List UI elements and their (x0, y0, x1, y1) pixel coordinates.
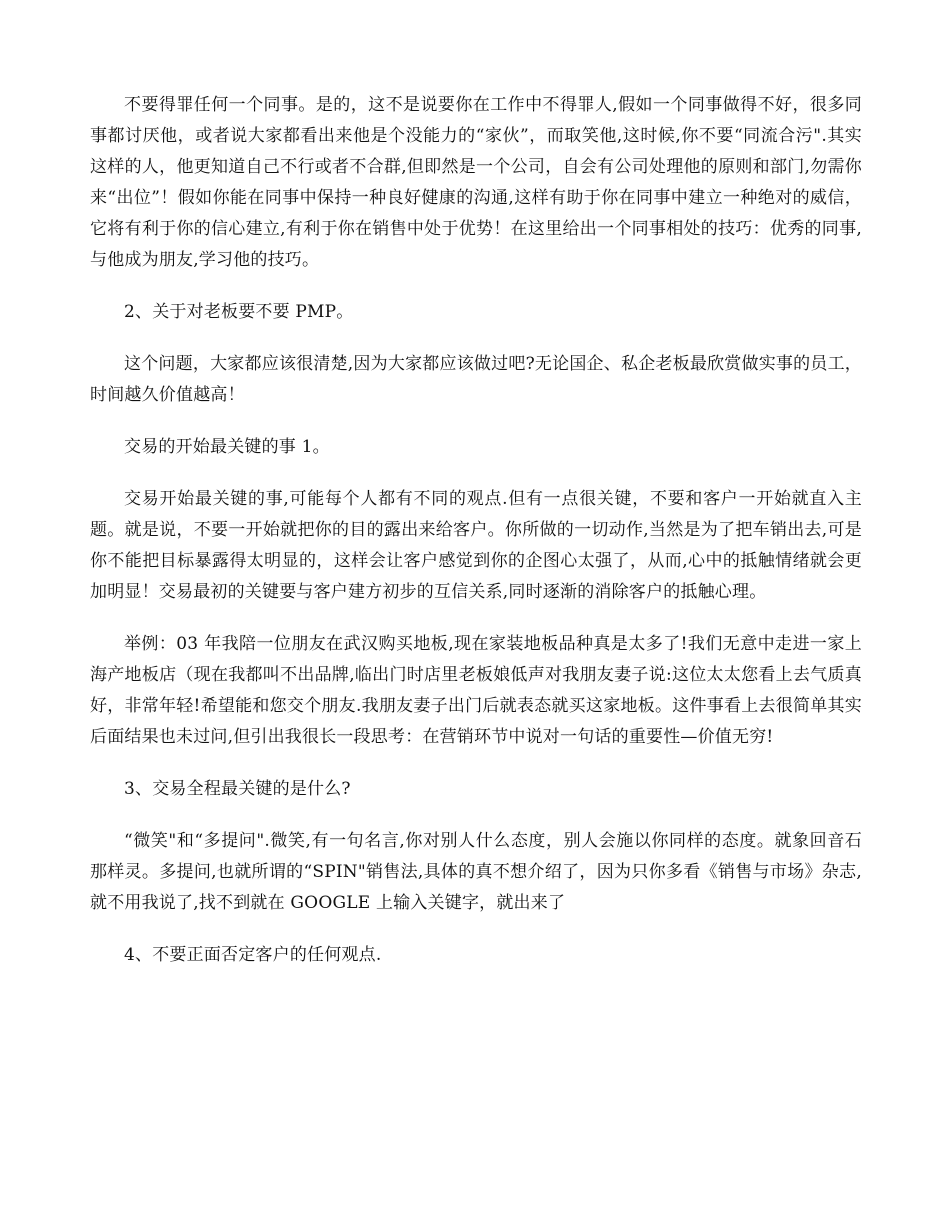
paragraph-boss-answer: 这个问题，大家都应该很清楚,因为大家都应该做过吧?无论国企、私企老板最欣赏做实事的员工，时间越久价值越高！ (90, 354, 862, 405)
heading-no-deny: 4、不要正面否定客户的任何观点. (124, 945, 382, 965)
paragraph-deal-start: 交易开始最关键的事,可能每个人都有不同的观点.但有一点很关键，不要和客户一开始就直入主题。就是说，不要一开始就把你的目的露出来给客户。你所做的一切动作,当然是为了把车销出去,可是你不能把目标暴露得太明显的，这样会让客户感觉到你的企图心太强了，从而,心中的抵触情绪就会更加明显！交易最初的关键要与客户建方初步的互信关系,同时逐渐的消除客户的抵触心理。 (90, 489, 862, 602)
heading-deal-key: 3、交易全程最关键的是什么? (124, 779, 351, 799)
heading-deal-start: 交易的开始最关键的事 1。 (124, 437, 330, 457)
paragraph-smile-ask: “微笑"和“多提问".微笑,有一句名言,你对别人什么态度，别人会施以你同样的态度。就象回音石那样灵。多提问,也就所谓的“SPIN"销售法,具体的真不想介绍了，因为只你多看《销售与市场》杂志,就不用我说了,找不到就在 GOOGLE 上输入关键字，就出来了 (90, 831, 862, 913)
paragraph-coworkers: 不要得罪任何一个同事。是的，这不是说要你在工作中不得罪人,假如一个同事做得不好，很多同事都讨厌他，或者说大家都看出来他是个没能力的“家伙”，而取笑他,这时候,你不要“同流合污".其实这样的人，他更知道自己不行或者不合群,但即然是一个公司，自会有公司处理他的原则和部门,勿需你来“出位”！假如你能在同事中保持一种良好健康的沟通,这样有助于你在同事中建立一种绝对的威信，它将有利于你的信心建立,有利于你在销售中处于优势！在这里给出一个同事相处的技巧：优秀的同事,与他成为朋友,学习他的技巧。 (90, 95, 862, 270)
paragraph-example: 举例：03 年我陪一位朋友在武汉购买地板,现在家装地板品种真是太多了!我们无意中走进一家上海产地板店（现在我都叫不出品牌,临出门时店里老板娘低声对我朋友妻子说:这位太太您看上去气质真好，非常年轻!希望能和您交个朋友.我朋友妻子出门后就表态就买这家地板。这件事看上去很简单其实后面结果也未过问,但引出我很长一段思考：在营销环节中说对一句话的重要性—价值无穷! (90, 634, 862, 747)
heading-boss-pmp: 2、关于对老板要不要 PMP。 (124, 302, 354, 322)
